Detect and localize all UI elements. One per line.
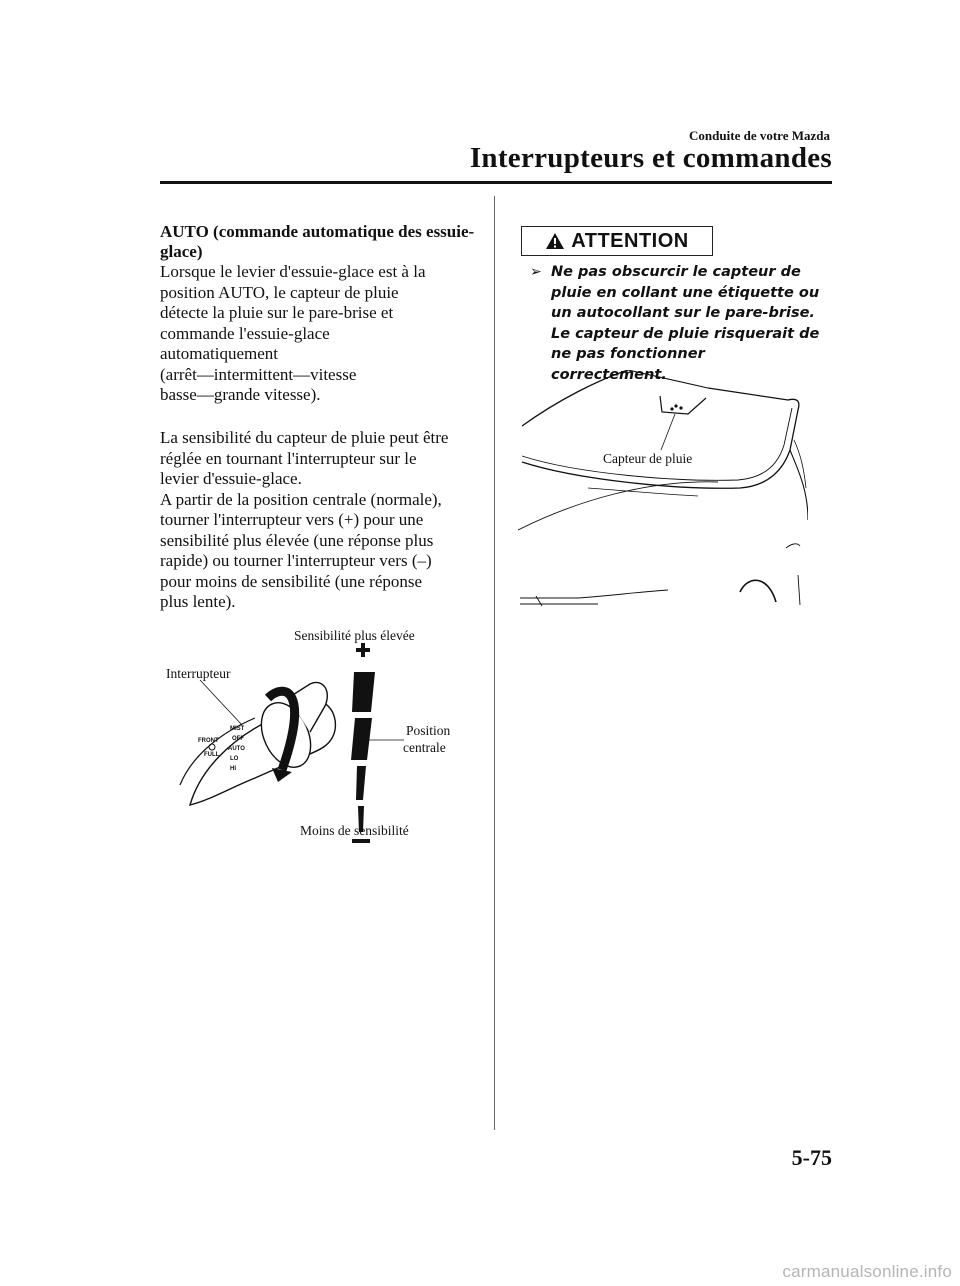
auto-description: Lorsque le levier d'essuie-glace est à la position AUTO, le capteur de pluie détecte la pluie sur le pare-brise et commande l'essuie-glace automatiquement (arrêt―intermittent―vitesse basse―grande vitesse). <box>160 262 426 404</box>
rain-sensor-housing <box>660 396 706 414</box>
section-title: Interrupteurs et commandes <box>469 142 832 174</box>
mark-front: FRONT <box>198 738 219 744</box>
warning-triangle-icon <box>545 232 565 250</box>
label-switch: Interrupteur <box>166 666 231 681</box>
switch-leader-line <box>200 680 242 725</box>
mark-mist: MIST <box>230 726 245 732</box>
warning-bullet-icon: ➢ <box>530 265 542 280</box>
scale-bar-1 <box>352 672 375 712</box>
sensitivity-scale <box>351 643 404 841</box>
label-position: Position <box>406 723 451 738</box>
plus-sign-icon <box>356 643 370 657</box>
scale-bar-3 <box>356 766 366 800</box>
label-lower-sensitivity: Moins de sensibilité <box>300 823 409 838</box>
page-number: 5-75 <box>791 1145 832 1170</box>
windshield-figure <box>518 370 808 615</box>
windshield-inner-edge <box>522 408 792 480</box>
label-higher-sensitivity: Sensibilité plus élevée <box>294 628 415 643</box>
chapter-subtitle: Conduite de votre Mazda <box>689 128 830 143</box>
scale-bar-2 <box>351 718 372 760</box>
sensitivity-description: La sensibilité du capteur de pluie peut être réglée en tournant l'interrupteur sur le levier d'essuie-glace. A partir de la position centrale (normale), tourner l'interrupteur vers (+) pour une sensibilité plus élevée (une réponse plus rapide) ou tourner l'interrupteur vers (–) pour moins de sensibilité (une réponse plus lente). <box>160 428 449 611</box>
hood-line <box>518 482 718 530</box>
mark-off: OFF <box>232 736 244 742</box>
warning-box <box>521 226 713 256</box>
rotation-arrowhead <box>272 768 292 782</box>
column-divider <box>494 196 495 1130</box>
mark-full: FULL <box>204 752 220 758</box>
mark-auto: AUTO <box>228 746 245 752</box>
wheel-arch <box>740 580 776 602</box>
auto-heading: AUTO (commande automatique des essuie-glace) <box>160 222 475 261</box>
windshield-outline <box>522 370 799 488</box>
watermark: carmanualsonline.info <box>782 1262 952 1281</box>
mark-lo: LO <box>230 756 239 762</box>
washer-icon <box>209 744 215 750</box>
warning-text: Ne pas obscurcir le capteur de pluie en collant une étiquette ou un autocollant sur le pare-brise. Le capteur de pluie risquerait de ne pas fonctionner correctement. <box>551 264 820 383</box>
sensor-leader-line <box>661 414 675 450</box>
warning-title: ATTENTION <box>571 229 689 252</box>
header-rule <box>160 181 832 184</box>
mark-hi: HI <box>230 766 236 772</box>
label-center: centrale <box>403 740 446 755</box>
label-rain-sensor: Capteur de pluie <box>603 451 693 466</box>
windshield-top-edge <box>628 370 708 388</box>
